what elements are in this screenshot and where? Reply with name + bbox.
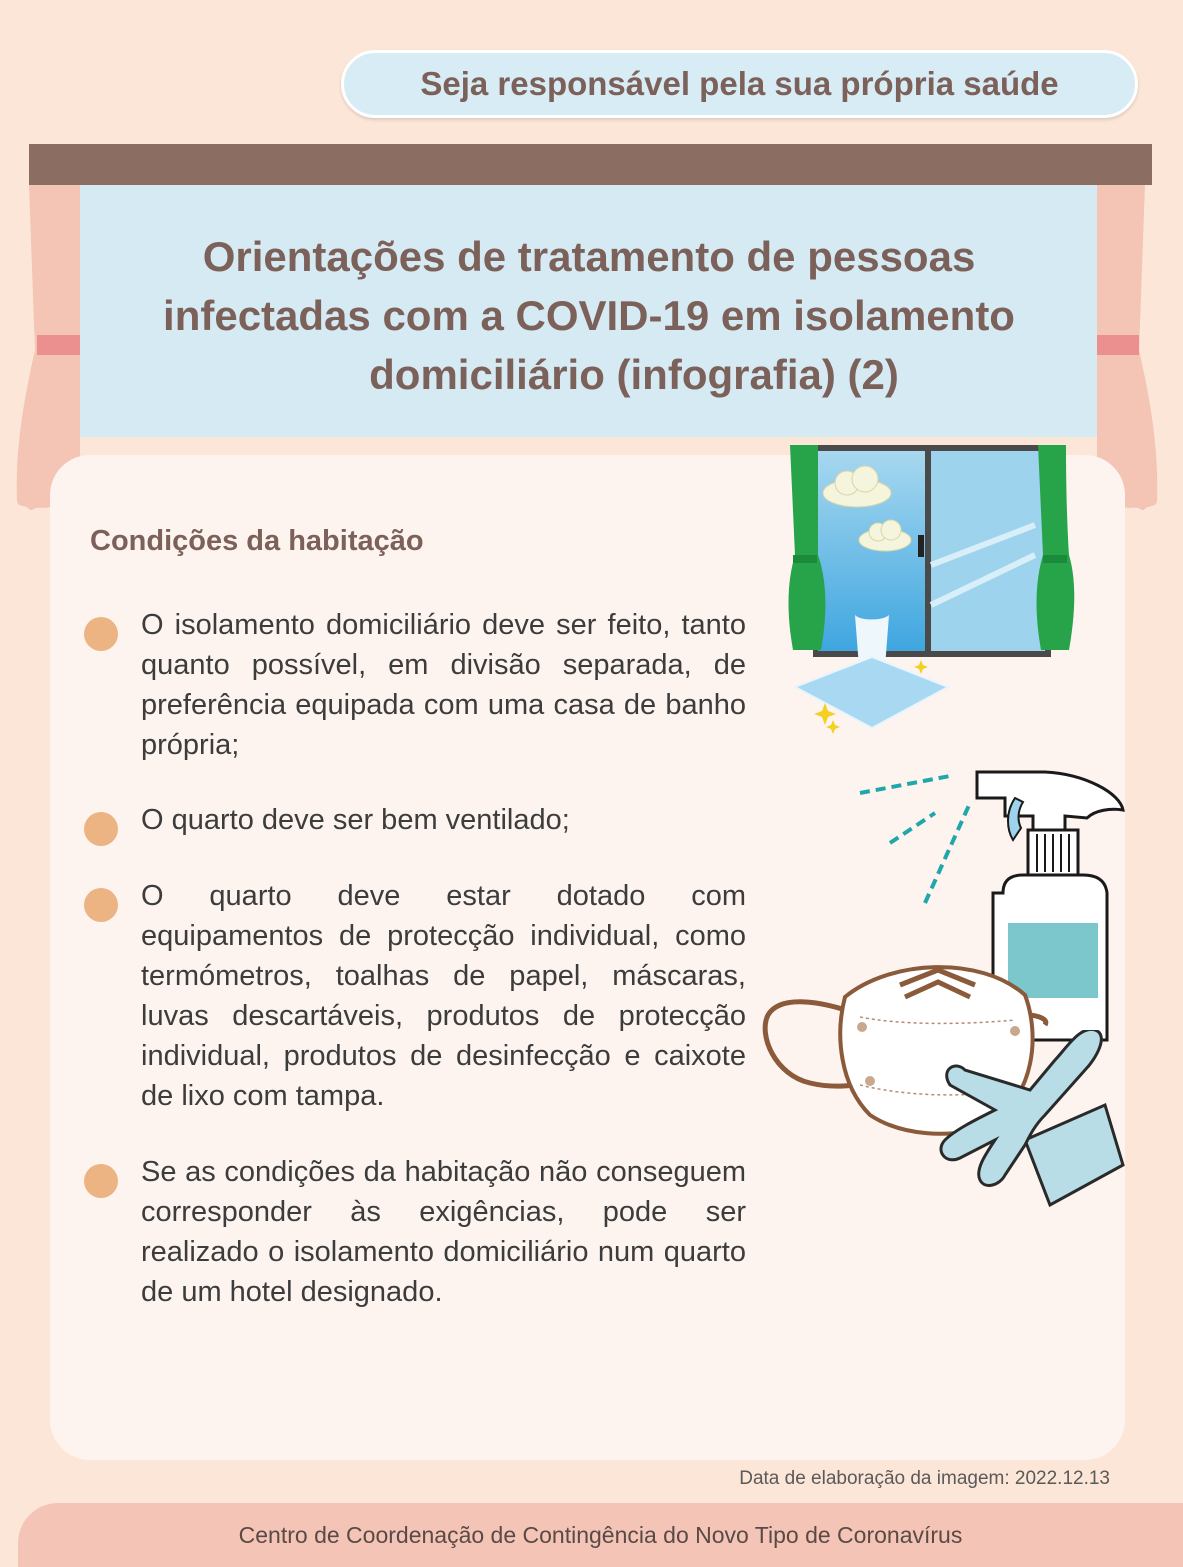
- footer: [18, 1503, 1183, 1567]
- bullet-dot-icon: [84, 888, 118, 922]
- window-icon: [785, 445, 1080, 740]
- curtain-rod: [29, 144, 1152, 185]
- bullet-dot-icon: [84, 812, 118, 846]
- list-item-text: O quarto deve estar dotado com equipamentos de protecção individual, como termómetros, toalhas de papel, máscaras, luvas descartáveis, produtos de protecção individual, produtos de desinfecção e caixote de lixo com tampa.: [141, 880, 746, 1112]
- bullet-dot-icon: [84, 1164, 118, 1198]
- creation-date: Data de elaboração da imagem: 2022.12.13: [739, 1468, 1110, 1489]
- bullet-dot-icon: [84, 617, 118, 651]
- list-item-text: Se as condições da habitação não conseguem corresponder às exigências, pode ser realizado o isolamento domiciliário num quarto de um hotel designado.: [141, 1156, 746, 1308]
- title-band: [80, 185, 1098, 437]
- gloves-icon: [935, 1030, 1135, 1230]
- section-heading: Condições da habitação: [90, 525, 424, 557]
- title-line-2: infectadas com a COVID-19 em isolamento: [163, 292, 1015, 339]
- slogan-banner: [341, 50, 1138, 118]
- page-title: [80, 227, 1098, 404]
- list-item-text: O isolamento domiciliário deve ser feito, tanto quanto possível, em divisão separada, de preferência equipada com uma casa de banho própria;: [141, 609, 746, 761]
- slogan-text: Seja responsável pela sua própria saúde: [420, 65, 1059, 102]
- list-item-text: O quarto deve ser bem ventilado;: [141, 804, 570, 836]
- title-line-3: domiciliário (infografia) (2): [369, 351, 899, 398]
- title-line-1: Orientações de tratamento de pessoas: [202, 233, 976, 280]
- footer-organization: Centro de Coordenação de Contingência do Novo Tipo de Coronavírus: [238, 1521, 963, 1548]
